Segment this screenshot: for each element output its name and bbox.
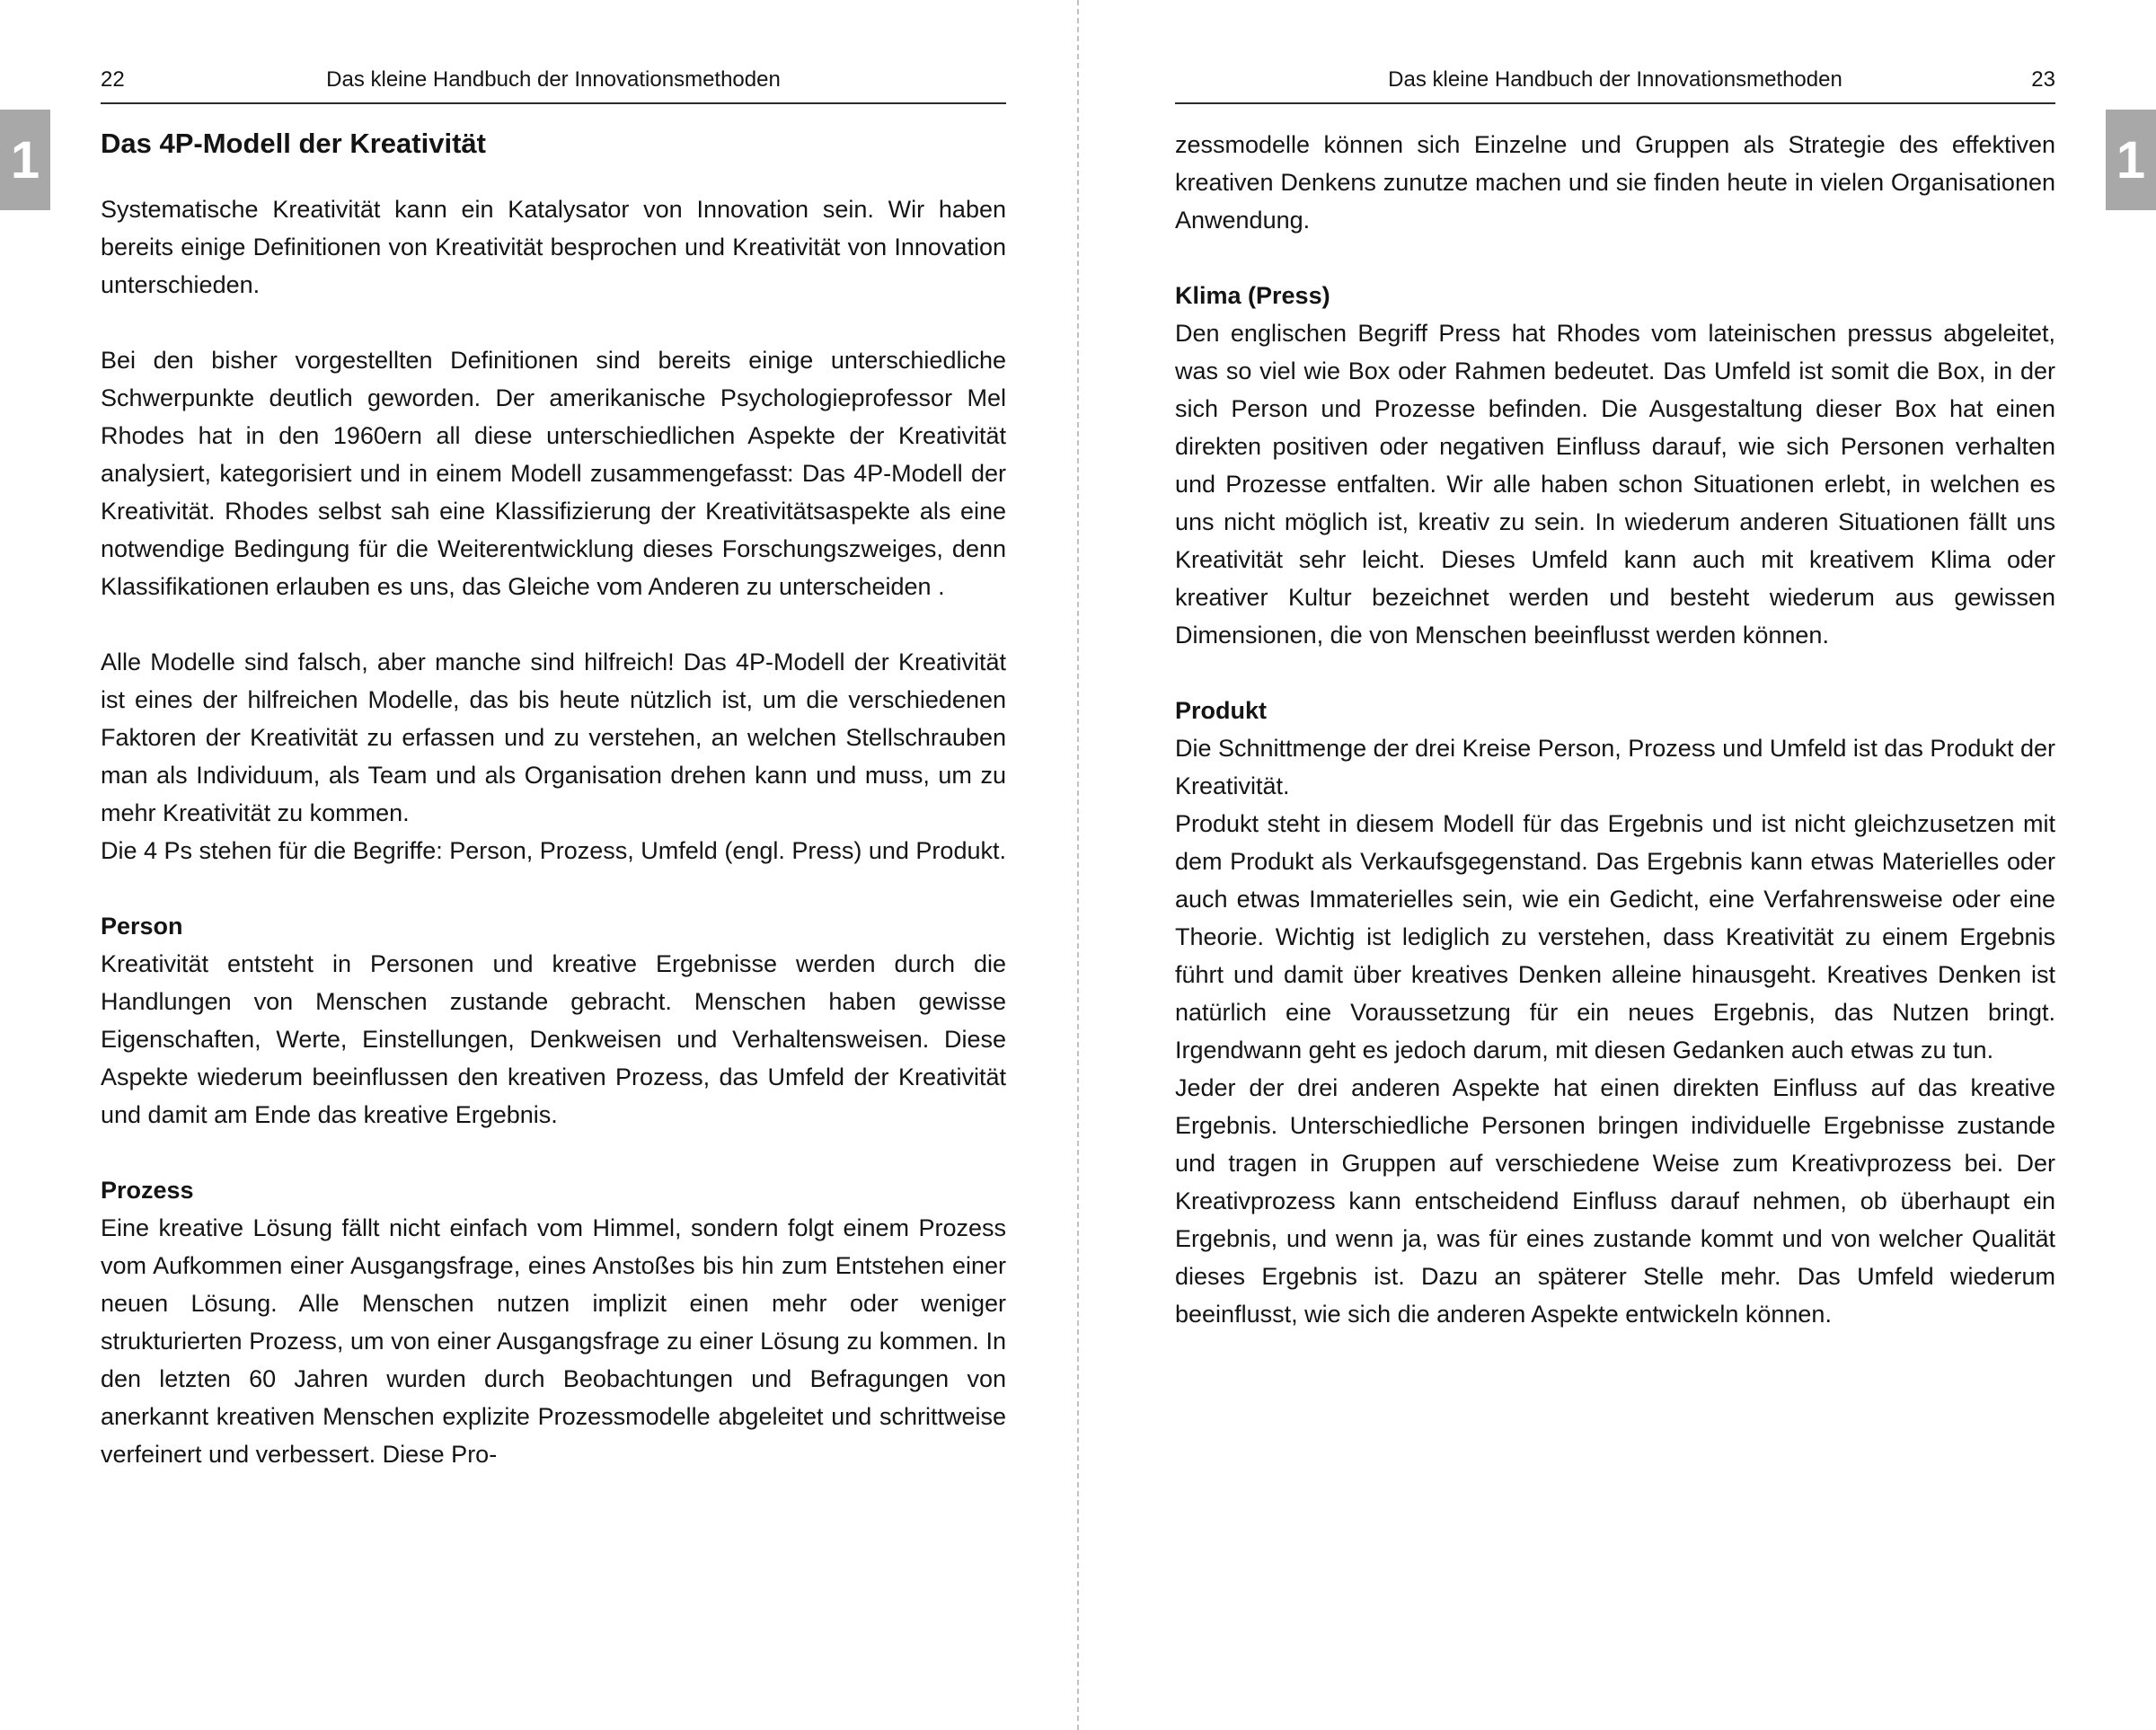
section-subheading: Klima (Press)	[1175, 282, 1330, 309]
running-title-right: Das kleine Handbuch der Innovationsmethoden	[1388, 67, 1842, 92]
page-body-left	[101, 126, 1006, 1473]
page-number-right: 23	[2031, 67, 2055, 92]
body-paragraph: Systematische Kreativität kann ein Katalysator von Innovation sein. Wir haben bereits einige Definitionen von Kreativität besprochen und Kreativität von Innovation unterschieden.	[101, 196, 1006, 298]
body-paragraph: Kreativität entsteht in Personen und kreative Ergebnisse werden durch die Handlungen von Menschen zustande gebracht. Menschen haben gewisse Eigenschaften, Werte, Einstellungen, Denkweisen und Verhaltensweisen. Diese Aspekte wiederum beeinflussen den kreativen Prozess, das Umfeld der Kreativität und damit am Ende das kreative Ergebnis.	[101, 950, 1006, 1128]
body-paragraph: Eine kreative Lösung fällt nicht einfach vom Himmel, sondern folgt einem Prozess vom Aufkommen einer Ausgangsfrage, eines Anstoßes bis hin zum Entstehen einer neuen Lösung. Alle Menschen nutzen implizit einen mehr oder weniger strukturierten Prozess, um von einer Ausgangsfrage zu einer Lösung zu kommen. In den letzten 60 Jahren wurden durch Beobachtungen und Befragungen von anerkannt kreativen Menschen explizite Prozessmodelle abgeleitet und schrittweise verfeinert und verbessert. Diese Pro-	[101, 1214, 1006, 1468]
chapter-title: Das 4P-Modell der Kreativität	[101, 128, 486, 159]
header-rule-right	[1175, 102, 2055, 104]
body-paragraph: Bei den bisher vorgestellten Definitionen sind bereits einige unterschiedliche Schwerpunkte deutlich geworden. Der amerikanische Psychologieprofessor Mel Rhodes hat in den 1960ern all diese unterschiedlichen Aspekte der Kreativität analysiert, kategorisiert und in einem Modell zusammengefasst: Das 4P-Modell der Kreativität. Rhodes selbst sah eine Klassifizierung der Kreativitätsaspekte als eine notwendige Bedingung für die Weiterentwicklung dieses Forschungszweiges, denn Klassifikationen erlauben es uns, das Gleiche vom Anderen zu unterscheiden .	[101, 347, 1006, 600]
section-subheading: Produkt	[1175, 697, 1268, 724]
running-title-left: Das kleine Handbuch der Innovationsmethoden	[326, 67, 781, 92]
page-body-right	[1175, 126, 2055, 1333]
body-paragraph: Produkt steht in diesem Modell für das Ergebnis und ist nicht gleichzusetzen mit dem Produkt als Verkaufsgegenstand. Das Ergebnis kann etwas Materielles oder auch etwas Immaterielles sein, wie ein Gedicht, eine Verfahrensweise oder eine Theorie. Wichtig ist lediglich zu verstehen, dass Kreativität zu einem Ergebnis führt und damit über kreatives Denken alleine hinausgeht. Kreatives Denken ist natürlich eine Voraussetzung für ein neues Ergebnis, das Nutzen bringt. Irgendwann geht es jedoch darum, mit diesen Gedanken auch etwas zu tun.	[1175, 810, 2055, 1064]
header-rule-left	[101, 102, 1006, 104]
chapter-tab-left: 1	[0, 110, 50, 210]
body-paragraph: Die 4 Ps stehen für die Begriffe: Person, Prozess, Umfeld (engl. Press) und Produkt.	[101, 837, 1006, 864]
body-paragraph: Die Schnittmenge der drei Kreise Person, Prozess und Umfeld ist das Produkt der Kreativität.	[1175, 735, 2055, 799]
chapter-tab-right: 1	[2106, 110, 2156, 210]
page-header-right	[1175, 66, 2055, 93]
page-number-left: 22	[101, 67, 125, 92]
section-subheading: Prozess	[101, 1177, 194, 1204]
section-subheading: Person	[101, 913, 183, 940]
body-paragraph: Jeder der drei anderen Aspekte hat einen direkten Einfluss auf das kreative Ergebnis. Unterschiedliche Personen bringen individuelle Ergebnisse zustande und tragen in Gruppen auf verschiedene Weise zum Kreativprozess bei. Der Kreativprozess kann entscheidend Einfluss darauf nehmen, ob überhaupt ein Ergebnis, und wenn ja, was für eines zustande kommt und von welcher Qualität dieses Ergebnis ist. Dazu an späterer Stelle mehr. Das Umfeld wiederum beeinflusst, wie sich die anderen Aspekte entwickeln können.	[1175, 1074, 2055, 1328]
body-paragraph: Den englischen Begriff Press hat Rhodes vom lateinischen pressus abgeleitet, was so viel wie Box oder Rahmen bedeutet. Das Umfeld ist somit die Box, in der sich Person und Prozesse befinden. Die Ausgestaltung dieser Box hat einen direkten positiven oder negativen Einfluss darauf, wie sich Personen verhalten und Prozesse entfalten. Wir alle haben schon Situationen erlebt, in welchen es uns nicht möglich ist, kreativ zu sein. In wiederum anderen Situationen fällt uns Kreativität sehr leicht. Dieses Umfeld kann auch mit kreativem Klima oder kreativer Kultur bezeichnet werden und besteht wiederum aus gewissen Dimensionen, die von Menschen beeinflusst werden können.	[1175, 320, 2055, 649]
page-header-left	[101, 66, 1006, 93]
body-paragraph: Alle Modelle sind falsch, aber manche sind hilfreich! Das 4P-Modell der Kreativität ist eines der hilfreichen Modelle, das bis heute nützlich ist, um die verschiedenen Faktoren der Kreativität zu erfassen und zu verstehen, an welchen Stellschrauben man als Individuum, als Team und als Organisation drehen kann und muss, um zu mehr Kreativität zu kommen.	[101, 649, 1006, 826]
page-right	[1078, 0, 2156, 1730]
body-paragraph: zessmodelle können sich Einzelne und Gruppen als Strategie des effektiven kreativen Denkens zunutze machen und sie finden heute in vielen Organisationen Anwendung.	[1175, 131, 2055, 234]
